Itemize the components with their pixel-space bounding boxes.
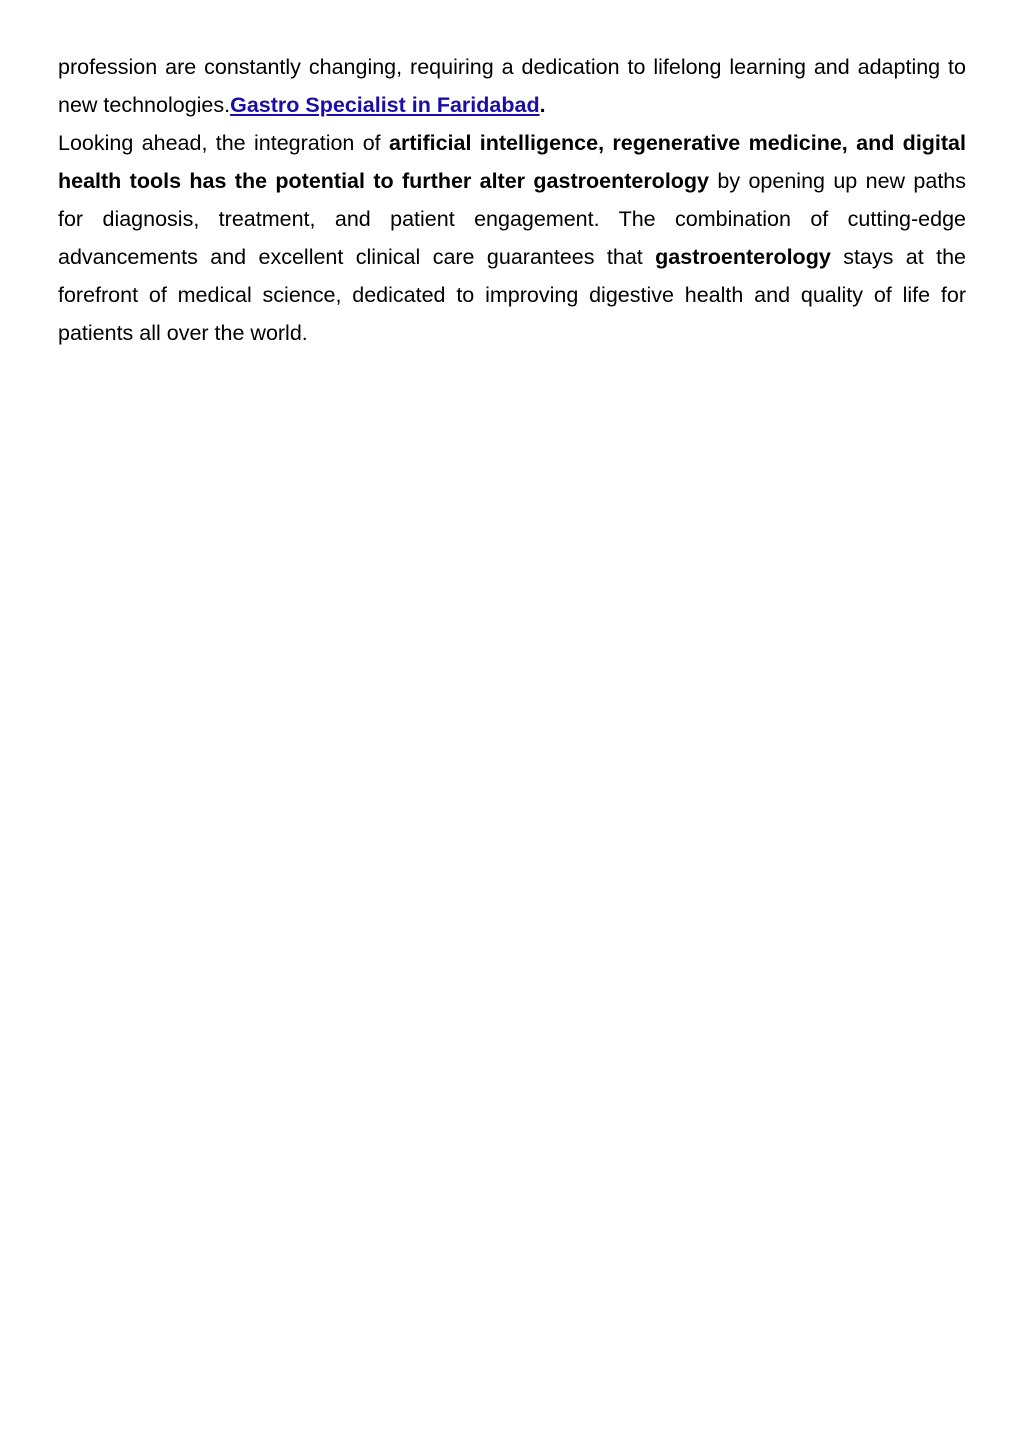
paragraph-1-period: . — [539, 93, 546, 117]
paragraph-technologies — [58, 48, 966, 124]
paragraph-looking-ahead — [58, 124, 966, 352]
gastro-specialist-link[interactable]: Gastro Specialist in Faridabad — [230, 93, 540, 117]
paragraph-2-intro: Looking ahead, the integration of — [58, 131, 389, 155]
document-page — [58, 48, 966, 352]
paragraph-2-ending: stays at the forefront of medical science, dedicated to improving digestive health and quality of life for patients all over the world. — [58, 245, 967, 345]
paragraph-2-bold-term: gastroenterology — [655, 245, 831, 269]
paragraph-2-middle: by opening up new paths for diagnosis, treatment, and patient engagement. The combination of cutting-edge advancements and excellent clinical care guarantees that — [58, 169, 967, 269]
paragraph-2-bold-phrase: artificial intelligence, regenerative medicine, and digital health tools has the potential to further alter gastroenterology — [58, 131, 966, 193]
paragraph-1-text: profession are constantly changing, requiring a dedication to lifelong learning and adapting to new technologies. — [58, 55, 966, 117]
